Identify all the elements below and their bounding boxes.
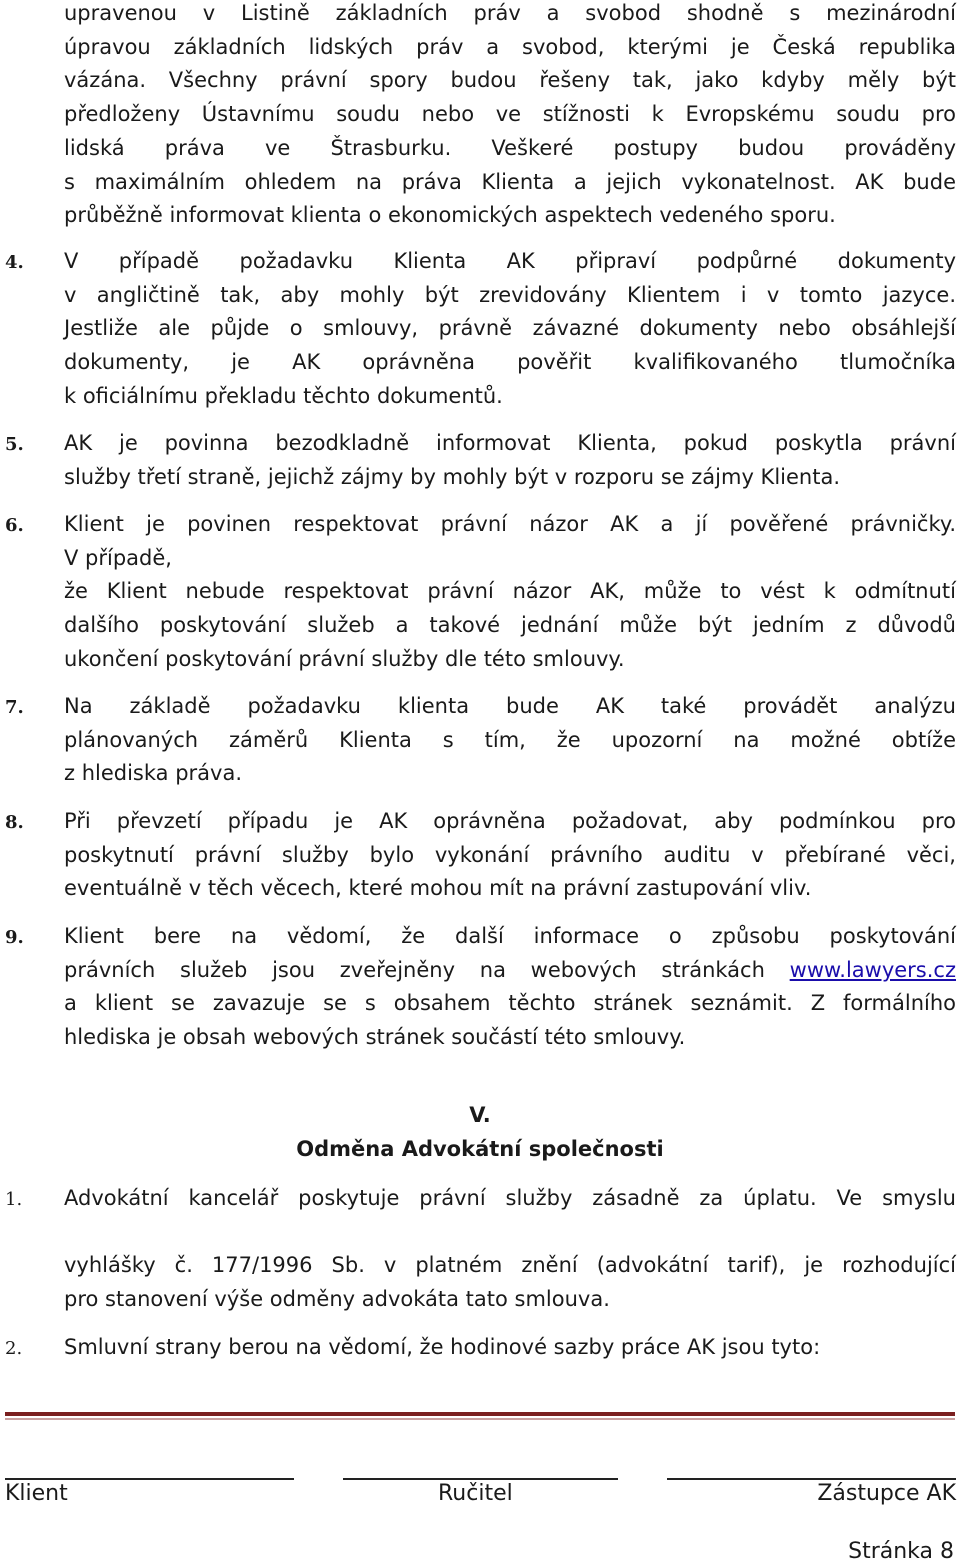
signature-line-client bbox=[5, 1478, 294, 1480]
section-numeral: V. bbox=[469, 1103, 491, 1127]
signature-label-representative: Zástupce AK bbox=[817, 1481, 956, 1506]
item-number: 4. bbox=[5, 252, 24, 273]
text-line: vázána. Všechny právní spory budou řešeny tak, jako kdyby měly být bbox=[64, 68, 956, 93]
text-line: ukončení poskytování právní služby dle této smlouvy. bbox=[64, 646, 625, 671]
text-line: pro stanovení výše odměny advokáta tato smlouva. bbox=[64, 1286, 610, 1311]
item-number: 9. bbox=[5, 927, 24, 948]
v-item-1-rest bbox=[64, 1249, 956, 1316]
item-number: 1. bbox=[5, 1189, 23, 1210]
text-line-with-link bbox=[64, 954, 956, 988]
text-line: s maximálním ohledem na práva Klienta a jejich vykonatelnost. AK bude bbox=[64, 169, 956, 194]
text-fragment: právních služeb jsou zveřejněny na webových stránkách bbox=[64, 957, 765, 982]
section-title: Odměna Advokátní společnosti bbox=[296, 1137, 664, 1161]
text-line: v angličtině tak, aby mohly být zrevidovány Klientem i v tomto jazyce. bbox=[64, 282, 956, 307]
text-line: hlediska je obsah webových stránek součástí této smlouvy. bbox=[64, 1025, 686, 1050]
text-line: Advokátní kancelář poskytuje právní služby zásadně za úplatu. Ve smyslu bbox=[64, 1186, 956, 1210]
text-line: průběžně informovat klienta o ekonomických aspektech vedeného sporu. bbox=[64, 203, 836, 228]
text-line: k oficiálnímu překladu těchto dokumentů. bbox=[64, 383, 503, 408]
text-line: Klient je povinen respektovat právní názor AK a jí pověřené právničky. bbox=[64, 512, 956, 536]
text-line: Při převzetí případu je AK oprávněna požadovat, aby podmínkou pro bbox=[64, 809, 956, 833]
signature-label-guarantor: Ručitel bbox=[438, 1481, 513, 1506]
text-line: předloženy Ústavnímu soudu nebo ve stížnosti k Evropskému soudu pro bbox=[64, 102, 956, 127]
item-number: 6. bbox=[5, 515, 24, 536]
text-line: Klient bere na vědomí, že další informace o způsobu poskytování bbox=[64, 924, 956, 948]
text-line: dalšího poskytování služeb a takové jednání může být jedním z důvodů bbox=[64, 613, 956, 638]
item-number: 7. bbox=[5, 697, 24, 718]
text-line: Smluvní strany berou na vědomí, že hodinové sazby práce AK jsou tyto: bbox=[64, 1335, 821, 1359]
v-item-1-line1 bbox=[64, 1182, 956, 1216]
page-number: Stránka 8 bbox=[848, 1539, 954, 1564]
text-line: z hlediska práva. bbox=[64, 761, 243, 786]
website-link[interactable]: www.lawyers.cz bbox=[789, 957, 956, 982]
text-line: lidská práva ve Štrasburku. Veškeré postupy budou prováděny bbox=[64, 135, 956, 160]
item-7-text bbox=[64, 690, 956, 791]
item-number: 8. bbox=[5, 812, 24, 833]
item-number: 5. bbox=[5, 434, 24, 455]
item-8-text bbox=[64, 805, 956, 906]
text-line: vyhlášky č. 177/1996 Sb. v platném znění (advokátní tarif), je rozhodující bbox=[64, 1253, 956, 1277]
text-line: poskytnutí právní služby bylo vykonání právního auditu v přebírané věci, bbox=[64, 842, 956, 867]
item-number: 2. bbox=[5, 1338, 23, 1359]
footer-rule-light bbox=[5, 1418, 955, 1420]
text-line: eventuálně v těch věcech, které mohou mít na právní zastupování vliv. bbox=[64, 876, 812, 901]
footer-rule-dark bbox=[5, 1412, 955, 1416]
text-line: V případě, bbox=[64, 545, 172, 570]
text-line: Jestliže ale půjde o smlouvy, právně závazné dokumenty nebo obsáhlejší bbox=[64, 316, 956, 341]
text-line: a klient se zavazuje se s obsahem těchto stránek seznámit. Z formálního bbox=[64, 991, 956, 1016]
text-line: upravenou v Listině základních práv a svobod shodně s mezinárodní bbox=[64, 1, 956, 25]
signature-line-guarantor bbox=[343, 1478, 618, 1480]
item-5-text bbox=[64, 427, 956, 494]
text-line: že Klient nebude respektovat právní názor AK, může to vést k odmítnutí bbox=[64, 579, 956, 604]
text-line: dokumenty, je AK oprávněna pověřit kvalifikovaného tlumočníka bbox=[64, 350, 956, 375]
text-line: V případě požadavku Klienta AK připraví podpůrné dokumenty bbox=[64, 249, 956, 273]
v-item-2-text bbox=[64, 1331, 956, 1365]
signature-label-client: Klient bbox=[5, 1481, 68, 1506]
text-line: úpravou základních lidských práv a svobod, kterými je Česká republika bbox=[64, 34, 956, 59]
text-line: služby třetí straně, jejichž zájmy by mohly být v rozporu se zájmy Klienta. bbox=[64, 464, 840, 489]
paragraph-continuation bbox=[64, 0, 956, 233]
text-line: Na základě požadavku klienta bude AK také provádět analýzu bbox=[64, 694, 956, 718]
item-6-text bbox=[64, 508, 956, 677]
text-line: plánovaných záměrů Klienta s tím, že upozorní na možné obtíže bbox=[64, 727, 956, 752]
item-9-text bbox=[64, 920, 956, 1055]
item-4-text bbox=[64, 245, 956, 414]
signature-line-representative bbox=[667, 1478, 956, 1480]
text-line: AK je povinna bezodkladně informovat Klienta, pokud poskytla právní bbox=[64, 431, 956, 455]
